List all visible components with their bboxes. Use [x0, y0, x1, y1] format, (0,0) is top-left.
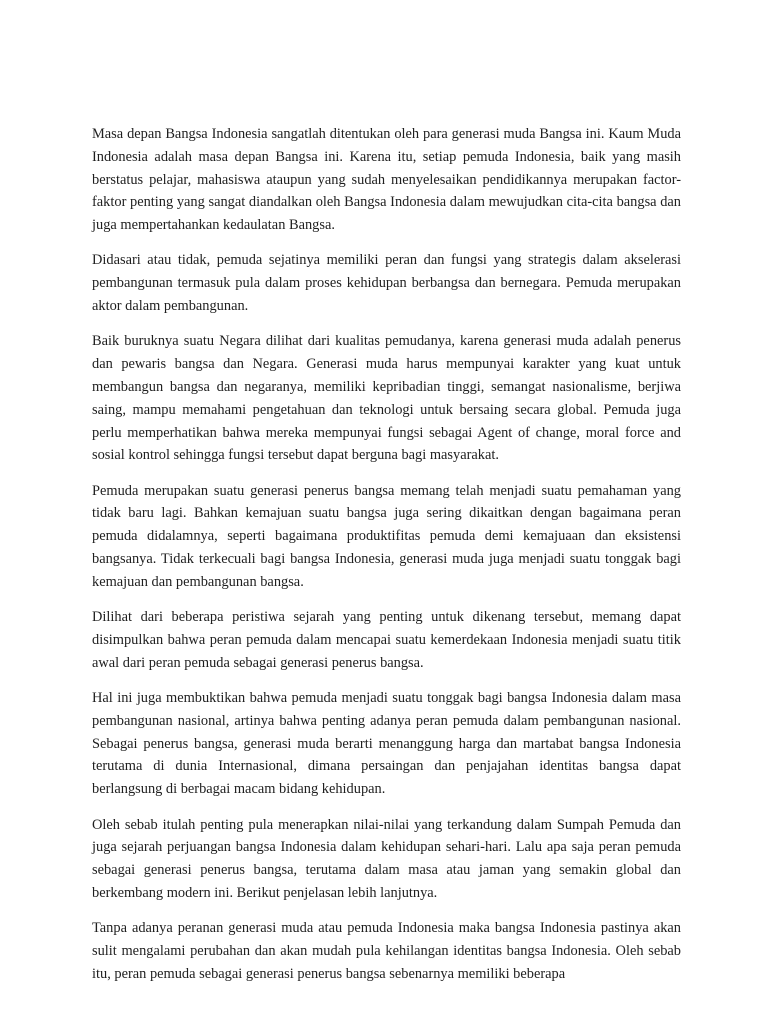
paragraph-5: Dilihat dari beberapa peristiwa sejarah yang penting untuk dikenang tersebut, memang dapat disimpulkan bahwa peran pemuda dalam mencapai suatu kemerdekaan Indonesia menjadi suatu titik awal dari peran pemuda sebagai generasi penerus bangsa.	[92, 609, 681, 671]
paragraph-1: Masa depan Bangsa Indonesia sangatlah ditentukan oleh para generasi muda Bangsa ini. Kaum Muda Indonesia adalah masa depan Bangsa ini. Karena itu, setiap pemuda Indonesia, baik yang masih berstatus pelajar, mahasiswa ataupun yang sudah menyelesaikan pendidikannya merupakan factor-faktor penting yang sangat diandalkan oleh Bangsa Indonesia dalam mewujudkan cita-cita bangsa dan juga mempertahankan kedaulatan Bangsa.	[92, 126, 681, 234]
paragraph-8: Tanpa adanya peranan generasi muda atau pemuda Indonesia maka bangsa Indonesia pastinya akan sulit mengalami perubahan dan akan mudah pula kehilangan identitas bangsa Indonesia. Oleh sebab itu, peran pemuda sebagai generasi penerus bangsa sebenarnya memiliki beberapa	[92, 920, 681, 982]
document-body	[92, 123, 681, 998]
paragraph-2: Didasari atau tidak, pemuda sejatinya memiliki peran dan fungsi yang strategis dalam akselerasi pembangunan termasuk pula dalam proses kehidupan berbangsa dan bernegara. Pemuda merupakan aktor dalam pembangunan.	[92, 252, 681, 315]
paragraph-3: Baik buruknya suatu Negara dilihat dari kualitas pemudanya, karena generasi muda adalah penerus dan pewaris bangsa dan Negara. Generasi muda harus mempunyai karakter yang kuat untuk membangun bangsa dan negaranya, memiliki kepribadian tinggi, semangat nasionalisme, berjiwa saing, mampu memahami pengetahuan dan teknologi untuk bersaing secara global. Pemuda juga perlu memperhatikan bahwa mereka mempunyai fungsi sebagai Agent of change, moral force and sosial kontrol sehingga fungsi tersebut dapat berguna bagi masyarakat.	[92, 333, 681, 464]
paragraph-7: Oleh sebab itulah penting pula menerapkan nilai-nilai yang terkandung dalam Sumpah Pemuda dan juga sejarah perjuangan bangsa Indonesia dalam kehidupan sehari-hari. Lalu apa saja peran pemuda sebagai generasi penerus bangsa, terutama dalam masa atau jaman yang semakin global dan berkembang modern ini. Berikut penjelasan lebih lanjutnya.	[92, 816, 681, 901]
paragraph-6: Hal ini juga membuktikan bahwa pemuda menjadi suatu tonggak bagi bangsa Indonesia dalam masa pembangunan nasional, artinya bahwa penting adanya peran pemuda dalam pembangunan nasional. Sebagai penerus bangsa, generasi muda berarti menanggung harga dan martabat bangsa Indonesia terutama di dunia Internasional, dimana persaingan dan penjajahan identitas bangsa dapat berlangsung di berbagai macam bidang kehidupan.	[92, 690, 681, 798]
paragraph-4: Pemuda merupakan suatu generasi penerus bangsa memang telah menjadi suatu pemahaman yang tidak baru lagi. Bahkan kemajuan suatu bangsa juga sering dikaitkan dengan bagaimana peran pemuda didalamnya, seperti bagaimana produktifitas pemuda demi kemajuaan dan eksistensi bangsanya. Tidak terkecuali bagi bangsa Indonesia, generasi muda juga menjadi suatu tonggak bagi kemajuan dan pembangunan bangsa.	[92, 482, 681, 590]
